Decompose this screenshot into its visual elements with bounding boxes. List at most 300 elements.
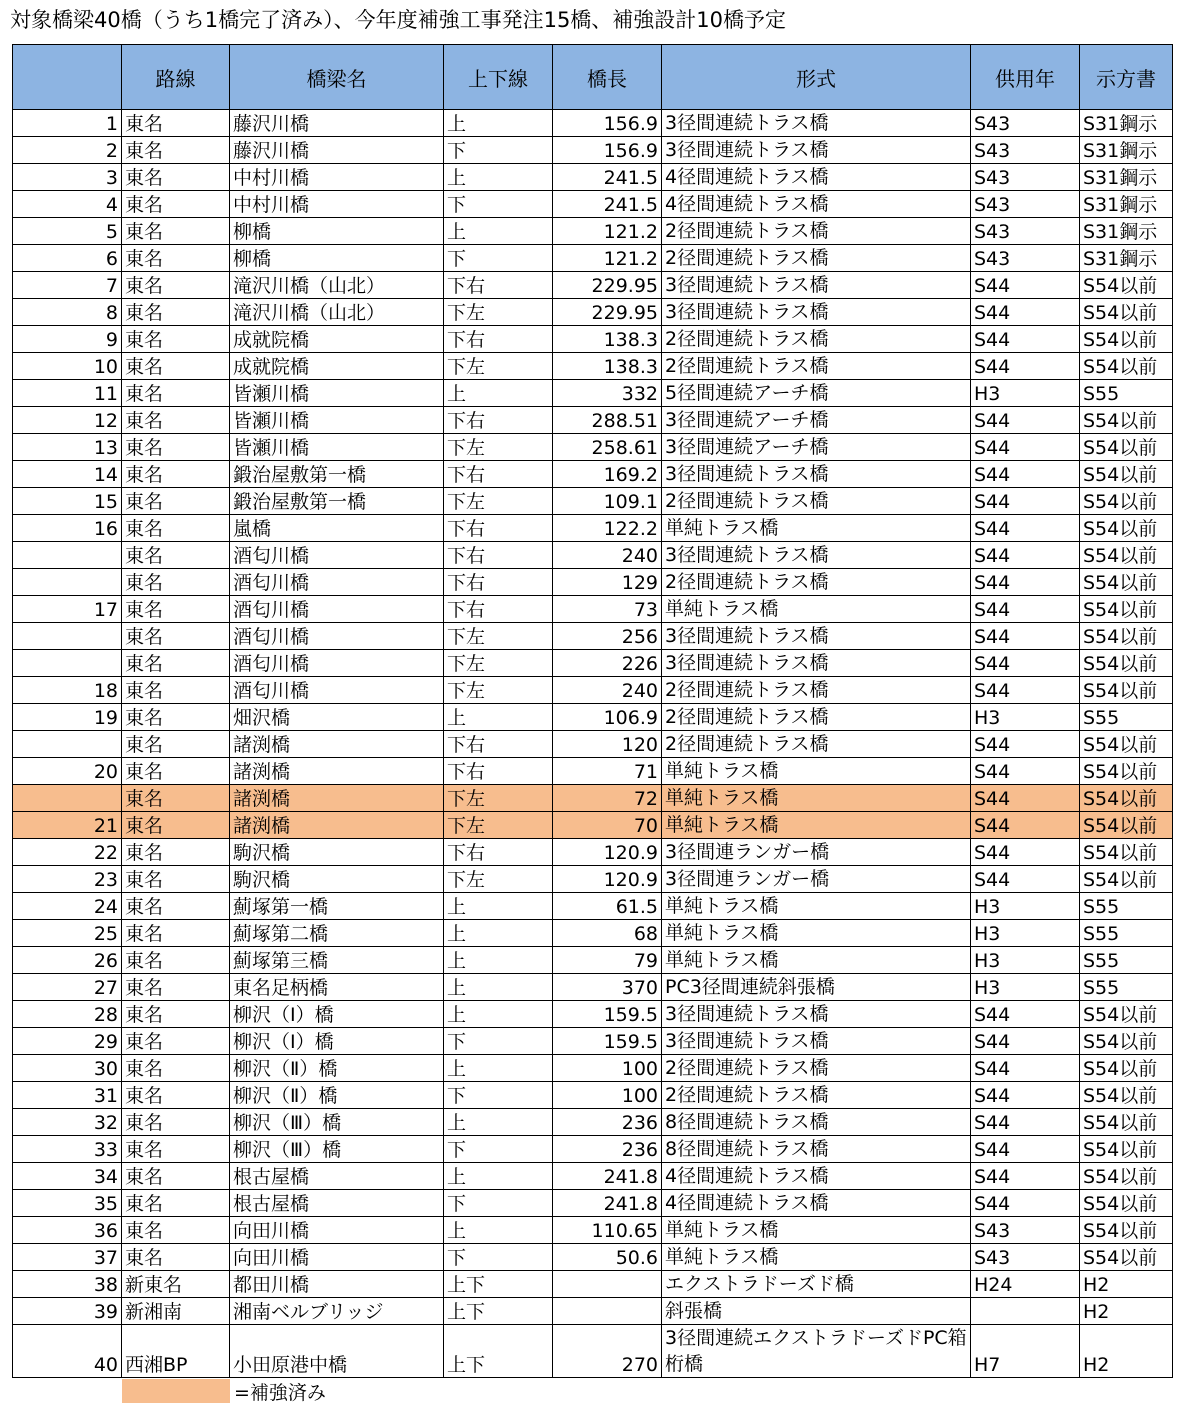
route-cell: 東名 [122, 731, 230, 758]
type-cell: 8径間連続トラス橋 [662, 1109, 971, 1136]
bridge-name-cell: 畑沢橋 [230, 704, 444, 731]
direction-cell: 上 [444, 1055, 553, 1082]
table-row [13, 704, 1173, 731]
bridge-name-cell: 都田川橋 [230, 1271, 444, 1298]
direction-cell: 下右 [444, 542, 553, 569]
spec-cell: H2 [1080, 1325, 1173, 1378]
bridge-name-cell: 薊塚第二橋 [230, 920, 444, 947]
route-cell: 東名 [122, 839, 230, 866]
type-cell: 単純トラス橋 [662, 893, 971, 920]
type-cell: 4径間連続トラス橋 [662, 191, 971, 218]
route-cell: 東名 [122, 110, 230, 137]
direction-cell: 下右 [444, 326, 553, 353]
year-cell: S44 [971, 299, 1080, 326]
spec-cell: S54以前 [1080, 1028, 1173, 1055]
table-row [13, 893, 1173, 920]
route-cell: 東名 [122, 434, 230, 461]
year-cell: S44 [971, 1082, 1080, 1109]
table-row [13, 542, 1173, 569]
table-body [13, 110, 1173, 1378]
bridge-name-cell: 諸渕橋 [230, 785, 444, 812]
year-cell: S43 [971, 137, 1080, 164]
year-cell: S44 [971, 1109, 1080, 1136]
legend-label: =補強済み [234, 1381, 326, 1404]
length-cell: 159.5 [553, 1001, 662, 1028]
route-cell: 東名 [122, 1136, 230, 1163]
type-cell: 2径間連続トラス橋 [662, 488, 971, 515]
bridge-name-cell: 柳沢（Ⅱ）橋 [230, 1082, 444, 1109]
table-row [13, 866, 1173, 893]
row-number: 9 [13, 326, 122, 353]
spec-cell: S54以前 [1080, 839, 1173, 866]
spec-cell: S54以前 [1080, 1190, 1173, 1217]
type-cell: 2径間連続トラス橋 [662, 731, 971, 758]
row-number: 22 [13, 839, 122, 866]
bridge-name-cell: 薊塚第三橋 [230, 947, 444, 974]
row-number: 4 [13, 191, 122, 218]
type-cell: 単純トラス橋 [662, 1217, 971, 1244]
table-row [13, 1163, 1173, 1190]
route-cell: 東名 [122, 191, 230, 218]
route-cell: 東名 [122, 515, 230, 542]
type-cell: 4径間連続トラス橋 [662, 164, 971, 191]
table-row [13, 1082, 1173, 1109]
year-cell: S44 [971, 839, 1080, 866]
year-cell: S44 [971, 650, 1080, 677]
spec-cell: S54以前 [1080, 569, 1173, 596]
spec-cell: S54以前 [1080, 758, 1173, 785]
route-cell: 新湘南 [122, 1298, 230, 1325]
year-cell: S44 [971, 407, 1080, 434]
year-cell: S43 [971, 1244, 1080, 1271]
length-cell: 156.9 [553, 110, 662, 137]
direction-cell: 下左 [444, 488, 553, 515]
year-cell: H3 [971, 920, 1080, 947]
length-cell: 236 [553, 1109, 662, 1136]
year-cell: S43 [971, 218, 1080, 245]
year-cell: S44 [971, 1136, 1080, 1163]
type-cell: 2径間連続トラス橋 [662, 245, 971, 272]
header-spec: 示方書 [1080, 45, 1173, 110]
spec-cell: S54以前 [1080, 650, 1173, 677]
type-cell: 単純トラス橋 [662, 812, 971, 839]
year-cell: S43 [971, 191, 1080, 218]
length-cell: 72 [553, 785, 662, 812]
route-cell: 東名 [122, 1217, 230, 1244]
spec-cell: S54以前 [1080, 1055, 1173, 1082]
bridge-name-cell: 嵐橋 [230, 515, 444, 542]
type-cell: 2径間連続トラス橋 [662, 704, 971, 731]
table-row [13, 677, 1173, 704]
spec-cell: H2 [1080, 1271, 1173, 1298]
year-cell: S44 [971, 272, 1080, 299]
length-cell: 156.9 [553, 137, 662, 164]
length-cell: 106.9 [553, 704, 662, 731]
length-cell: 73 [553, 596, 662, 623]
table-row [13, 245, 1173, 272]
length-cell: 129 [553, 569, 662, 596]
header-length: 橋長 [553, 45, 662, 110]
row-number [13, 623, 122, 650]
bridge-name-cell: 諸渕橋 [230, 812, 444, 839]
direction-cell: 上 [444, 974, 553, 1001]
table-row [13, 596, 1173, 623]
row-number: 35 [13, 1190, 122, 1217]
type-cell: 3径間連ランガー橋 [662, 866, 971, 893]
table-row [13, 920, 1173, 947]
bridge-name-cell: 柳沢（Ⅱ）橋 [230, 1055, 444, 1082]
spec-cell: S54以前 [1080, 353, 1173, 380]
row-number: 15 [13, 488, 122, 515]
header-route: 路線 [122, 45, 230, 110]
spec-cell: S31鋼示 [1080, 137, 1173, 164]
spec-cell: S31鋼示 [1080, 218, 1173, 245]
year-cell [971, 1298, 1080, 1325]
length-cell: 120 [553, 731, 662, 758]
bridge-name-cell: 酒匂川橋 [230, 650, 444, 677]
row-number: 29 [13, 1028, 122, 1055]
year-cell: H7 [971, 1325, 1080, 1378]
bridge-name-cell: 柳沢（Ⅰ）橋 [230, 1028, 444, 1055]
bridge-name-cell: 諸渕橋 [230, 731, 444, 758]
length-cell [553, 1298, 662, 1325]
row-number: 12 [13, 407, 122, 434]
type-cell: 2径間連続トラス橋 [662, 677, 971, 704]
length-cell: 50.6 [553, 1244, 662, 1271]
route-cell: 東名 [122, 704, 230, 731]
spec-cell: S54以前 [1080, 299, 1173, 326]
bridge-name-cell: 東名足柄橋 [230, 974, 444, 1001]
direction-cell: 下 [444, 137, 553, 164]
type-cell: 3径間連続アーチ橋 [662, 434, 971, 461]
spec-cell: S54以前 [1080, 1163, 1173, 1190]
table-row [13, 326, 1173, 353]
reinforced-swatch [122, 1379, 230, 1403]
year-cell: S44 [971, 1028, 1080, 1055]
route-cell: 東名 [122, 380, 230, 407]
table-row [13, 1109, 1173, 1136]
direction-cell: 下右 [444, 596, 553, 623]
route-cell: 東名 [122, 1082, 230, 1109]
route-cell: 東名 [122, 1109, 230, 1136]
spec-cell: S54以前 [1080, 731, 1173, 758]
bridge-name-cell: 諸渕橋 [230, 758, 444, 785]
table-row [13, 164, 1173, 191]
spec-cell: S55 [1080, 893, 1173, 920]
type-cell: 3径間連ランガー橋 [662, 839, 971, 866]
table-row [13, 569, 1173, 596]
row-number: 25 [13, 920, 122, 947]
bridge-name-cell: 柳橋 [230, 218, 444, 245]
row-number [13, 785, 122, 812]
table-row [13, 1217, 1173, 1244]
bridge-name-cell: 薊塚第一橋 [230, 893, 444, 920]
bridge-name-cell: 根古屋橋 [230, 1190, 444, 1217]
table-row [13, 218, 1173, 245]
type-cell: 3径間連続トラス橋 [662, 137, 971, 164]
length-cell: 120.9 [553, 839, 662, 866]
bridge-name-cell: 皆瀬川橋 [230, 434, 444, 461]
type-cell: 単純トラス橋 [662, 596, 971, 623]
length-cell: 110.65 [553, 1217, 662, 1244]
row-number: 6 [13, 245, 122, 272]
direction-cell: 下左 [444, 434, 553, 461]
type-cell: 単純トラス橋 [662, 947, 971, 974]
direction-cell: 上 [444, 893, 553, 920]
type-cell: 3径間連続トラス橋 [662, 1028, 971, 1055]
type-cell: 5径間連続アーチ橋 [662, 380, 971, 407]
table-row [13, 407, 1173, 434]
type-cell: 3径間連続トラス橋 [662, 650, 971, 677]
length-cell: 169.2 [553, 461, 662, 488]
row-number: 21 [13, 812, 122, 839]
row-number: 2 [13, 137, 122, 164]
spec-cell: S54以前 [1080, 1082, 1173, 1109]
bridge-name-cell: 柳沢（Ⅲ）橋 [230, 1109, 444, 1136]
type-cell: 単純トラス橋 [662, 758, 971, 785]
table-row [13, 650, 1173, 677]
row-number: 28 [13, 1001, 122, 1028]
year-cell: H24 [971, 1271, 1080, 1298]
direction-cell: 上 [444, 1109, 553, 1136]
length-cell: 241.5 [553, 191, 662, 218]
type-cell: 2径間連続トラス橋 [662, 569, 971, 596]
direction-cell: 上下 [444, 1298, 553, 1325]
table-row [13, 488, 1173, 515]
bridge-name-cell: 柳沢（Ⅰ）橋 [230, 1001, 444, 1028]
bridge-name-cell: 向田川橋 [230, 1217, 444, 1244]
row-number: 30 [13, 1055, 122, 1082]
year-cell: H3 [971, 704, 1080, 731]
type-cell: 3径間連続エクストラドーズドPC箱桁橋 [662, 1325, 971, 1378]
year-cell: S43 [971, 164, 1080, 191]
type-cell: 3径間連続トラス橋 [662, 299, 971, 326]
spec-cell: S54以前 [1080, 677, 1173, 704]
table-row [13, 839, 1173, 866]
direction-cell: 上下 [444, 1271, 553, 1298]
year-cell: S44 [971, 434, 1080, 461]
route-cell: 東名 [122, 461, 230, 488]
table-row [13, 191, 1173, 218]
year-cell: S44 [971, 461, 1080, 488]
table-row [13, 137, 1173, 164]
year-cell: S44 [971, 812, 1080, 839]
type-cell: 2径間連続トラス橋 [662, 218, 971, 245]
bridge-name-cell: 藤沢川橋 [230, 137, 444, 164]
bridge-name-cell: 向田川橋 [230, 1244, 444, 1271]
route-cell: 東名 [122, 137, 230, 164]
row-number: 31 [13, 1082, 122, 1109]
length-cell: 258.61 [553, 434, 662, 461]
row-number: 11 [13, 380, 122, 407]
length-cell: 71 [553, 758, 662, 785]
spec-cell: S54以前 [1080, 1244, 1173, 1271]
table-row [13, 758, 1173, 785]
bridge-table [12, 44, 1173, 1378]
spec-cell: S55 [1080, 704, 1173, 731]
route-cell: 東名 [122, 812, 230, 839]
length-cell: 288.51 [553, 407, 662, 434]
bridge-name-cell: 中村川橋 [230, 191, 444, 218]
direction-cell: 上 [444, 164, 553, 191]
row-number: 27 [13, 974, 122, 1001]
type-cell: 3径間連続トラス橋 [662, 110, 971, 137]
year-cell: S44 [971, 488, 1080, 515]
type-cell: PC3径間連続斜張橋 [662, 974, 971, 1001]
year-cell: H3 [971, 947, 1080, 974]
type-cell: 単純トラス橋 [662, 920, 971, 947]
spec-cell: S54以前 [1080, 1001, 1173, 1028]
direction-cell: 下 [444, 245, 553, 272]
length-cell: 79 [553, 947, 662, 974]
direction-cell: 下左 [444, 785, 553, 812]
type-cell: 3径間連続トラス橋 [662, 461, 971, 488]
bridge-name-cell: 根古屋橋 [230, 1163, 444, 1190]
table-row [13, 434, 1173, 461]
route-cell: 西湘BP [122, 1325, 230, 1378]
route-cell: 東名 [122, 164, 230, 191]
direction-cell: 下右 [444, 758, 553, 785]
bridge-name-cell: 滝沢川橋（山北） [230, 299, 444, 326]
table-row [13, 812, 1173, 839]
table-row [13, 785, 1173, 812]
direction-cell: 上 [444, 920, 553, 947]
route-cell: 東名 [122, 542, 230, 569]
bridge-name-cell: 酒匂川橋 [230, 677, 444, 704]
route-cell: 東名 [122, 623, 230, 650]
length-cell: 241.5 [553, 164, 662, 191]
table-row [13, 1244, 1173, 1271]
year-cell: S43 [971, 110, 1080, 137]
row-number: 18 [13, 677, 122, 704]
year-cell: S44 [971, 866, 1080, 893]
length-cell: 241.8 [553, 1190, 662, 1217]
length-cell: 70 [553, 812, 662, 839]
spec-cell: S54以前 [1080, 272, 1173, 299]
direction-cell: 上 [444, 1163, 553, 1190]
row-number: 23 [13, 866, 122, 893]
spec-cell: S54以前 [1080, 326, 1173, 353]
length-cell: 159.5 [553, 1028, 662, 1055]
bridge-name-cell: 柳沢（Ⅲ）橋 [230, 1136, 444, 1163]
bridge-name-cell: 皆瀬川橋 [230, 407, 444, 434]
route-cell: 東名 [122, 677, 230, 704]
route-cell: 東名 [122, 1055, 230, 1082]
route-cell: 東名 [122, 1244, 230, 1271]
direction-cell: 下 [444, 191, 553, 218]
route-cell: 東名 [122, 1028, 230, 1055]
length-cell: 256 [553, 623, 662, 650]
route-cell: 東名 [122, 1163, 230, 1190]
row-number: 10 [13, 353, 122, 380]
table-row [13, 515, 1173, 542]
bridge-name-cell: 酒匂川橋 [230, 569, 444, 596]
route-cell: 東名 [122, 866, 230, 893]
route-cell: 東名 [122, 785, 230, 812]
direction-cell: 下右 [444, 407, 553, 434]
header-year: 供用年 [971, 45, 1080, 110]
row-number [13, 569, 122, 596]
table-row [13, 353, 1173, 380]
row-number: 36 [13, 1217, 122, 1244]
direction-cell: 下 [444, 1190, 553, 1217]
header-type: 形式 [662, 45, 971, 110]
route-cell: 東名 [122, 218, 230, 245]
row-number: 20 [13, 758, 122, 785]
type-cell: 3径間連続トラス橋 [662, 623, 971, 650]
length-cell: 121.2 [553, 218, 662, 245]
type-cell: 4径間連続トラス橋 [662, 1190, 971, 1217]
spec-cell: S54以前 [1080, 461, 1173, 488]
year-cell: H3 [971, 974, 1080, 1001]
bridge-name-cell: 柳橋 [230, 245, 444, 272]
type-cell: 3径間連続トラス橋 [662, 542, 971, 569]
spec-cell: S55 [1080, 920, 1173, 947]
table-row [13, 1001, 1173, 1028]
table-row [13, 1271, 1173, 1298]
table-header-row [13, 45, 1173, 110]
spec-cell: S55 [1080, 380, 1173, 407]
spec-cell: S54以前 [1080, 542, 1173, 569]
direction-cell: 上 [444, 218, 553, 245]
length-cell: 120.9 [553, 866, 662, 893]
route-cell: 東名 [122, 488, 230, 515]
route-cell: 東名 [122, 920, 230, 947]
route-cell: 東名 [122, 353, 230, 380]
year-cell: S44 [971, 326, 1080, 353]
row-number: 5 [13, 218, 122, 245]
row-number: 19 [13, 704, 122, 731]
length-cell: 332 [553, 380, 662, 407]
year-cell: S44 [971, 623, 1080, 650]
route-cell: 新東名 [122, 1271, 230, 1298]
bridge-name-cell: 皆瀬川橋 [230, 380, 444, 407]
spec-cell: S54以前 [1080, 812, 1173, 839]
bridge-name-cell: 成就院橋 [230, 353, 444, 380]
year-cell: S43 [971, 1217, 1080, 1244]
type-cell: 8径間連続トラス橋 [662, 1136, 971, 1163]
table-row [13, 947, 1173, 974]
bridge-name-cell: 酒匂川橋 [230, 596, 444, 623]
route-cell: 東名 [122, 272, 230, 299]
table-row [13, 1325, 1173, 1378]
length-cell: 240 [553, 542, 662, 569]
year-cell: S44 [971, 677, 1080, 704]
direction-cell: 下右 [444, 731, 553, 758]
bridge-name-cell: 酒匂川橋 [230, 542, 444, 569]
bridge-name-cell: 成就院橋 [230, 326, 444, 353]
spec-cell: H2 [1080, 1298, 1173, 1325]
route-cell: 東名 [122, 245, 230, 272]
type-cell: 単純トラス橋 [662, 515, 971, 542]
table-row [13, 1028, 1173, 1055]
table-row [13, 272, 1173, 299]
route-cell: 東名 [122, 299, 230, 326]
bridge-name-cell: 酒匂川橋 [230, 623, 444, 650]
row-number: 39 [13, 1298, 122, 1325]
bridge-name-cell: 湘南ベルブリッジ [230, 1298, 444, 1325]
row-number: 7 [13, 272, 122, 299]
year-cell: S44 [971, 1055, 1080, 1082]
header-bridge-name: 橋梁名 [230, 45, 444, 110]
table-row [13, 380, 1173, 407]
row-number: 16 [13, 515, 122, 542]
row-number: 3 [13, 164, 122, 191]
year-cell: S44 [971, 785, 1080, 812]
direction-cell: 下右 [444, 461, 553, 488]
spec-cell: S55 [1080, 974, 1173, 1001]
row-number: 37 [13, 1244, 122, 1271]
